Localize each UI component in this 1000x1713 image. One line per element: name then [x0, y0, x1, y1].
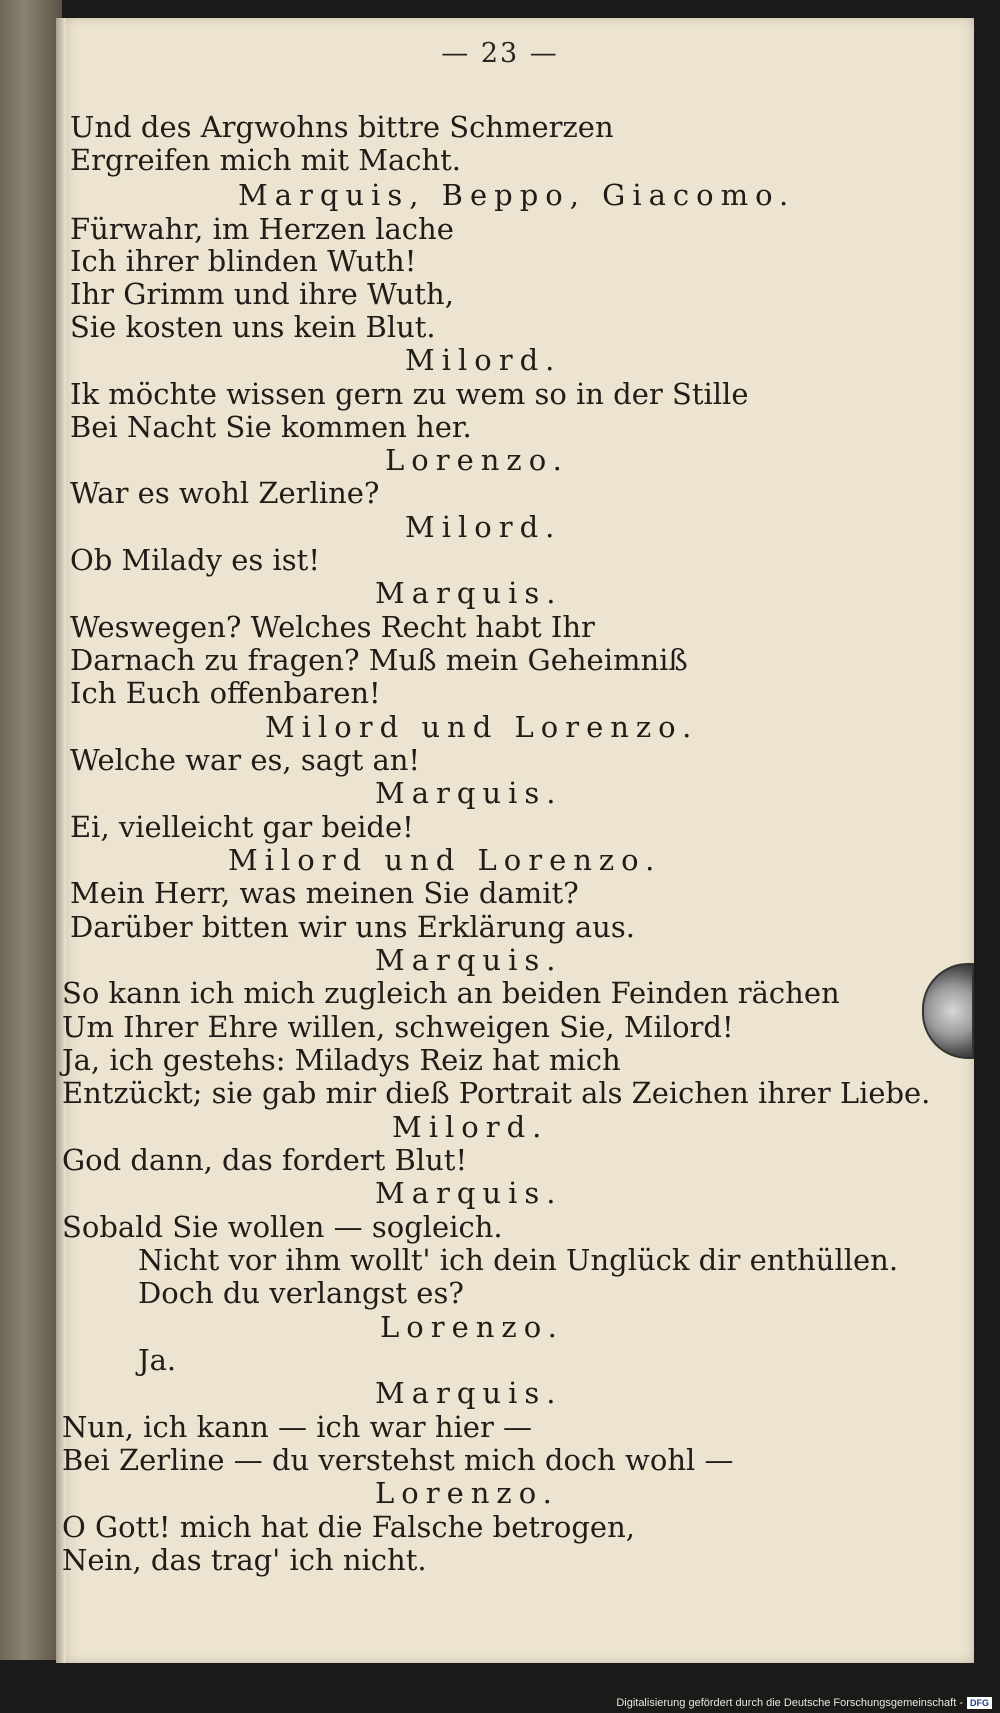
text-line: Ergreifen mich mit Macht.	[70, 143, 462, 177]
text-line: Nein, das trag' ich nicht.	[62, 1543, 427, 1577]
speaker-name: Marquis.	[375, 576, 563, 610]
text-line: Bei Nacht Sie kommen her.	[70, 410, 472, 444]
text-line: Darnach zu fragen? Muß mein Geheimniß	[70, 643, 688, 677]
text-line: O Gott! mich hat die Falsche betrogen,	[62, 1510, 635, 1544]
speaker-name: Milord.	[392, 1110, 549, 1144]
text-line: Und des Argwohns bittre Schmerzen	[70, 110, 614, 144]
text-line: Welche war es, sagt an!	[70, 743, 421, 777]
text-line: Ob Milady es ist!	[70, 543, 320, 577]
text-line: Nun, ich kann — ich war hier —	[62, 1410, 533, 1444]
text-line: Ik möchte wissen gern zu wem so in der Stille	[70, 377, 749, 411]
text-line: So kann ich mich zugleich an beiden Feinden rächen	[62, 976, 840, 1010]
speaker-name: Marquis.	[375, 1176, 563, 1210]
digitization-credit	[616, 1697, 992, 1709]
text-line: Mein Herr, was meinen Sie damit?	[70, 876, 579, 910]
page-number: — 23 —	[441, 38, 559, 69]
text-line: Sie kosten uns kein Blut.	[70, 310, 436, 344]
text-line: Ich Euch offenbaren!	[70, 676, 381, 710]
left-page-edge	[0, 0, 62, 1660]
text-line: Ihr Grimm und ihre Wuth,	[70, 277, 454, 311]
speaker-name: Marquis.	[375, 1376, 563, 1410]
text-line: Entzückt; sie gab mir dieß Portrait als Zeichen ihrer Liebe.	[62, 1076, 931, 1110]
speaker-name: Milord und Lorenzo.	[228, 843, 662, 877]
text-line: Doch du verlangst es?	[138, 1276, 464, 1310]
text-line: Darüber bitten wir uns Erklärung aus.	[70, 910, 635, 944]
text-line: Fürwahr, im Herzen lache	[70, 212, 454, 246]
binder-clip	[922, 963, 974, 1059]
text-line: Ja.	[138, 1343, 177, 1377]
speaker-name: Lorenzo.	[385, 443, 569, 477]
text-line: Ich ihrer blinden Wuth!	[70, 244, 417, 278]
speaker-name: Milord.	[405, 343, 562, 377]
text-line: War es wohl Zerline?	[70, 476, 380, 510]
text-line: Nicht vor ihm wollt' ich dein Unglück dir enthüllen.	[138, 1243, 899, 1277]
text-line: God dann, das fordert Blut!	[62, 1143, 468, 1177]
text-line: Sobald Sie wollen — sogleich.	[62, 1210, 503, 1244]
text-line: Ei, vielleicht gar beide!	[70, 810, 414, 844]
speaker-name: Lorenzo.	[380, 1310, 564, 1344]
dfg-logo: DFG	[967, 1697, 992, 1709]
text-line: Bei Zerline — du verstehst mich doch wohl —	[62, 1443, 734, 1477]
credit-text: Digitalisierung gefördert durch die Deutsche Forschungsgemeinschaft -	[616, 1697, 963, 1709]
speaker-name: Milord.	[405, 510, 562, 544]
speaker-name: Marquis.	[375, 943, 563, 977]
text-line: Ja, ich gestehs: Miladys Reiz hat mich	[62, 1043, 621, 1077]
speaker-name: Milord und Lorenzo.	[265, 710, 699, 744]
speaker-name: Marquis, Beppo, Giacomo.	[238, 178, 796, 212]
speaker-name: Lorenzo.	[375, 1476, 559, 1510]
text-line: Weswegen? Welches Recht habt Ihr	[70, 610, 595, 644]
speaker-name: Marquis.	[375, 776, 563, 810]
text-line: Um Ihrer Ehre willen, schweigen Sie, Milord!	[62, 1010, 734, 1044]
